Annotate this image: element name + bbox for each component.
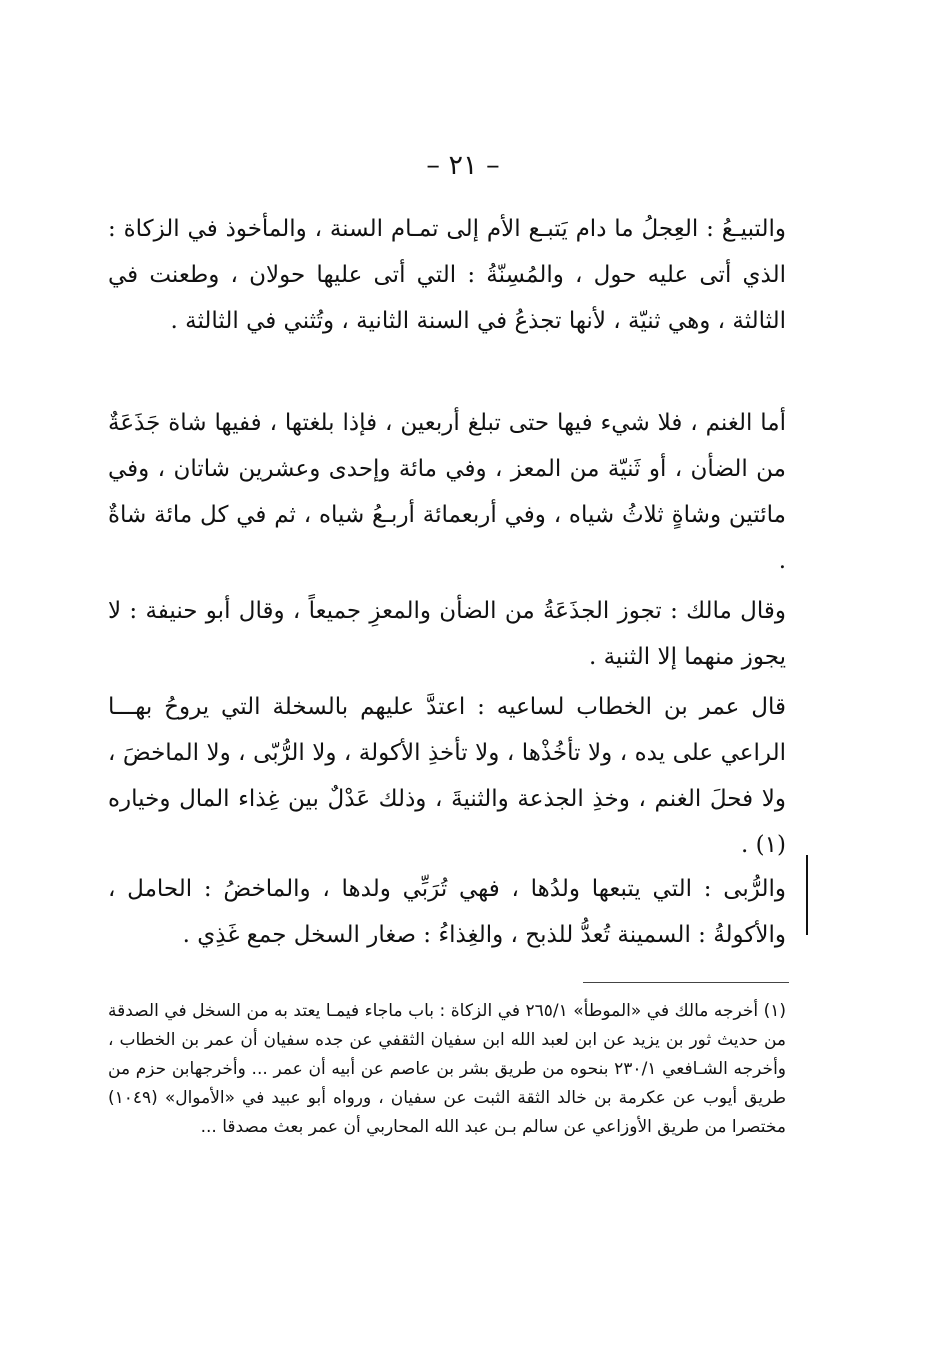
paragraph-umar-saying: قال عمر بن الخطاب لساعيه : اعتدَّ عليهم بالسخلة التي يروحُ بهـــا الراعي على يده ، ولا تأخُذْها ، ولا تأخذِ الأكولة ، ولا الرُّبّى ، ولا الماخضَ ، ولا فحلَ الغنم ، وخذِ الجذعة والثنيةَ ، وذلك عَدْلٌ بين غِذاء المال وخياره (١) . [108,694,786,858]
paragraph-tabi-definition: والتبيـعُ : العِجلُ ما دام يَتبـع الأم إلى تمـام السنة ، والمأخوذ في الزكاة : الذي أتى عليه حول ، والمُسِنّةُ : التي أتى عليها حولان ، وطعنت في الثالثة ، وهي ثنيّة ، لأنها تجذعُ في السنة الثانية ، وتُثني في الثالثة . [108,216,786,334]
paragraph-malik-opinion: وقال مالك : تجوز الجذَعَةُ من الضأن والمعزِ جميعاً ، وقال أبو حنيفة : لا يجوز منهما إلا الثنية . [108,598,786,670]
paragraph-definitions: والرُّبى : التي يتبعها ولدُها ، فهي تُرَبِّي ولدها ، والماخضُ : الحامل ، والأكولةُ : السمينة تُعدُّ للذبح ، والغِذاءُ : صغار السخل جمع غَذِي . [108,876,786,948]
margin-mark [806,855,808,935]
footnote-separator [583,982,789,983]
paragraph-sheep-zakat: أما الغنم ، فلا شيء فيها حتى تبلغ أربعين ، فإذا بلغتها ، ففيها شاة جَذَعَةٌ من الضأن ، أو ثَنيّة من المعز ، وفي مائة وإحدى وعشرين شاتان ، وفي مائتين وشاةٍ ثلاثُ شياه ، وفي أربعمائة أربـعُ شياه ، ثم في كل مائة شاةٌ . [108,410,786,574]
page-number: – ٢١ – [426,150,500,181]
footnote-text: (١) أخرجه مالك في «الموطأ» ٢٦٥/١ في الزكاة : باب ماجاء فيمـا يعتد به من السخل في الصدقة من حديث ثور بن يزيد عن ابن لعبد الله ابن سفيان الثقفي عن جده سفيان أن عمر بن الخطاب ، وأخرجه الشـافعي ٢٣٠/١ بنحوه من طريق بشر بن عاصم عن أبيه أن عمر ... وأخرجهابن حزم من طريق أيوب عن عكرمة بن خالد الثقة الثبت عن سفيان ، ورواه أبو عبيد في «الأموال» (١٠٤٩) مختصرا من طريق الأوزاعي عن سالم بـن عبد الله المحاربي أن عمر بعث مصدقا ... [108,1001,786,1137]
